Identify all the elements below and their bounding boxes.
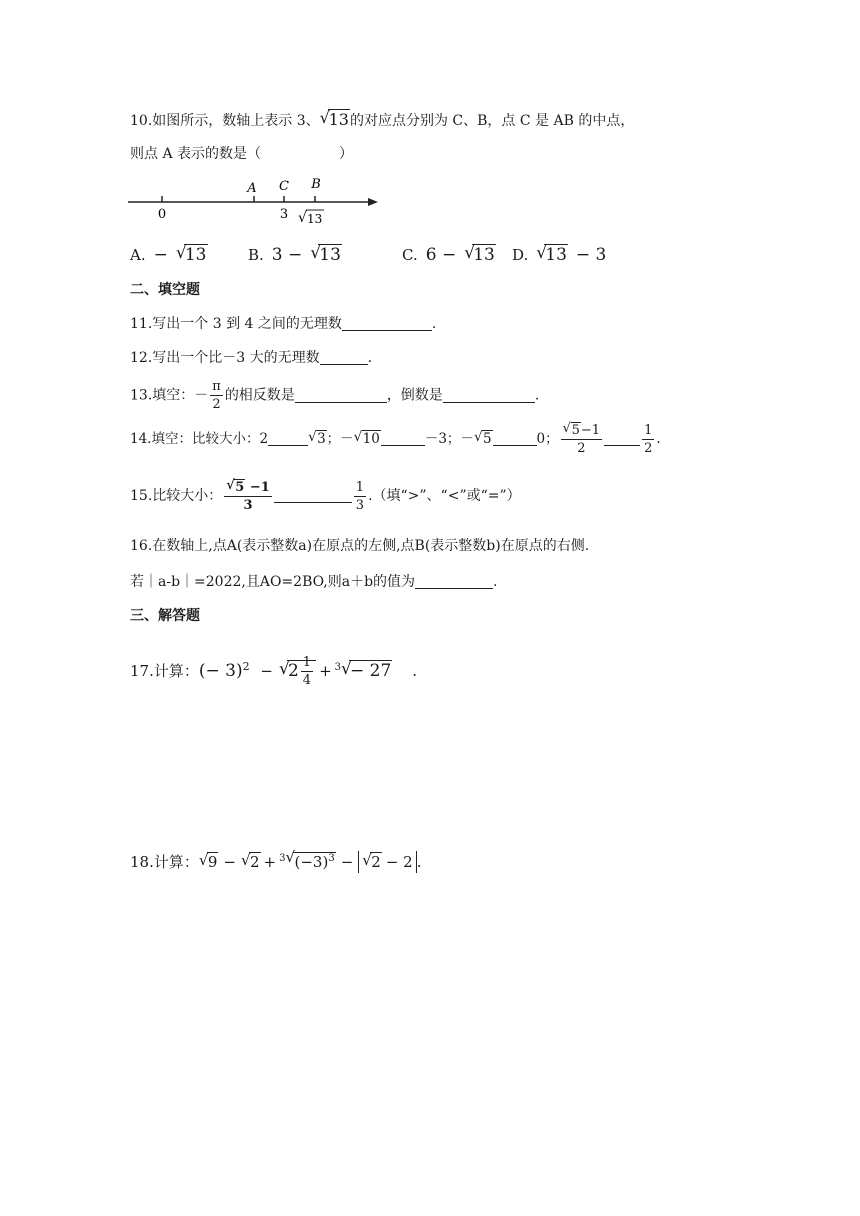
- q17-sqrt-mixed: √ 2 $\frac{1}{4}$: [279, 650, 316, 692]
- q16-line2: 若｜a-b｜=2022,且AO=2BO,则a＋b的值为 .: [130, 574, 498, 590]
- label-c: C: [279, 179, 289, 194]
- q13-blank-opposite[interactable]: [295, 388, 387, 403]
- option-b[interactable]: B. 3 −√ 13: [248, 244, 342, 266]
- label-b: B: [311, 177, 321, 192]
- q10-text-b: 的对应点分别为 C、B，点 C 是 AB 的中点，: [349, 113, 635, 129]
- option-b-sqrt: √ 13: [310, 244, 342, 266]
- q11: 11.写出一个 3 到 4 之间的无理数 .: [130, 316, 437, 332]
- q16-blank[interactable]: [415, 574, 493, 589]
- option-c-sqrt: √ 13: [464, 244, 496, 266]
- q14-blank-4[interactable]: [604, 431, 640, 446]
- q15: 15.比较大小： √ $\frac{5 -1}{3}$ $\frac{1}{3}$ .（填“>”、“<”或“=”）: [130, 476, 521, 516]
- section-solve-heading: 三、解答题: [130, 608, 200, 624]
- sqrt-13: √ 13: [320, 110, 350, 130]
- tick-label-sqrt13: 13: [307, 212, 323, 226]
- q14-fraction-left: √ $\frac{5-1}{2}$: [561, 422, 602, 457]
- option-d-sqrt: √ 13: [536, 244, 568, 266]
- q18: 18.计算：√ 9 −√ 2 + $^3$√ $(-3)^3$ −√ 2 − 2 .: [130, 842, 421, 879]
- number-line-figure: [124, 174, 386, 230]
- tick-sqrt-sign: √: [298, 210, 307, 226]
- q13-fraction: $\frac{\pi}{2}$: [212, 379, 221, 412]
- q15-fraction-right: $\frac{1}{3}$: [355, 479, 365, 513]
- label-a: A: [247, 181, 257, 196]
- q10-line2-b: ）: [339, 146, 354, 162]
- q10-line1: [130, 110, 634, 131]
- q14-blank-2[interactable]: [381, 431, 425, 446]
- q18-absolute-value: √ 2 − 2: [358, 851, 416, 873]
- q12: 12.写出一个比－3 大的无理数 .: [130, 350, 373, 366]
- q10-text-a: 10.如图所示，数轴上表示 3、: [130, 113, 320, 129]
- q15-fraction-left: √ $\frac{5 -1}{3}$: [224, 479, 272, 514]
- option-a-sqrt: √ 13: [176, 244, 208, 266]
- option-a[interactable]: A. −√ 13: [130, 244, 208, 266]
- q14-fraction-right: $\frac{1}{2}$: [644, 423, 653, 456]
- q14: 14.填空：比较大小：2√ 3；－√ 10 －3；－√ 5 0； √ $\frac{5-1}{2}$ $\frac{1}{2}$ .: [130, 420, 661, 458]
- q17-cube-root: √ − 27: [341, 650, 392, 692]
- option-c[interactable]: C. 6 −√ 13: [402, 244, 496, 266]
- q15-blank[interactable]: [274, 488, 352, 503]
- q17: 17.计算：(− 3)$^2$ −√ 2 $\frac{1}{4}$ + $^3$√ − 27 .: [130, 646, 417, 692]
- q10-line2-a: 则点 A 表示的数是（: [130, 146, 262, 162]
- q11-blank[interactable]: [342, 316, 432, 331]
- q18-cube-root: √ $(-3)^3$: [285, 842, 335, 879]
- q14-blank-1[interactable]: [268, 431, 308, 446]
- q14-blank-3[interactable]: [493, 431, 537, 446]
- tick-label-3: 3: [279, 207, 289, 222]
- axis-arrow: [368, 198, 378, 206]
- q10-line2: [130, 144, 353, 164]
- section-fill-in-heading: 二、填空题: [130, 282, 200, 298]
- q13-blank-reciprocal[interactable]: [443, 388, 535, 403]
- q12-blank[interactable]: [320, 350, 368, 365]
- tick-label-0: 0: [157, 207, 167, 222]
- q16-line1: 16.在数轴上,点A(表示整数a)在原点的左侧,点B(表示整数b)在原点的右侧.: [130, 538, 590, 554]
- option-d[interactable]: D.√ 13 − 3: [512, 244, 606, 266]
- q13: 13.填空：－ $\frac{\pi}{2}$ 的相反数是 ，倒数是 .: [130, 379, 540, 412]
